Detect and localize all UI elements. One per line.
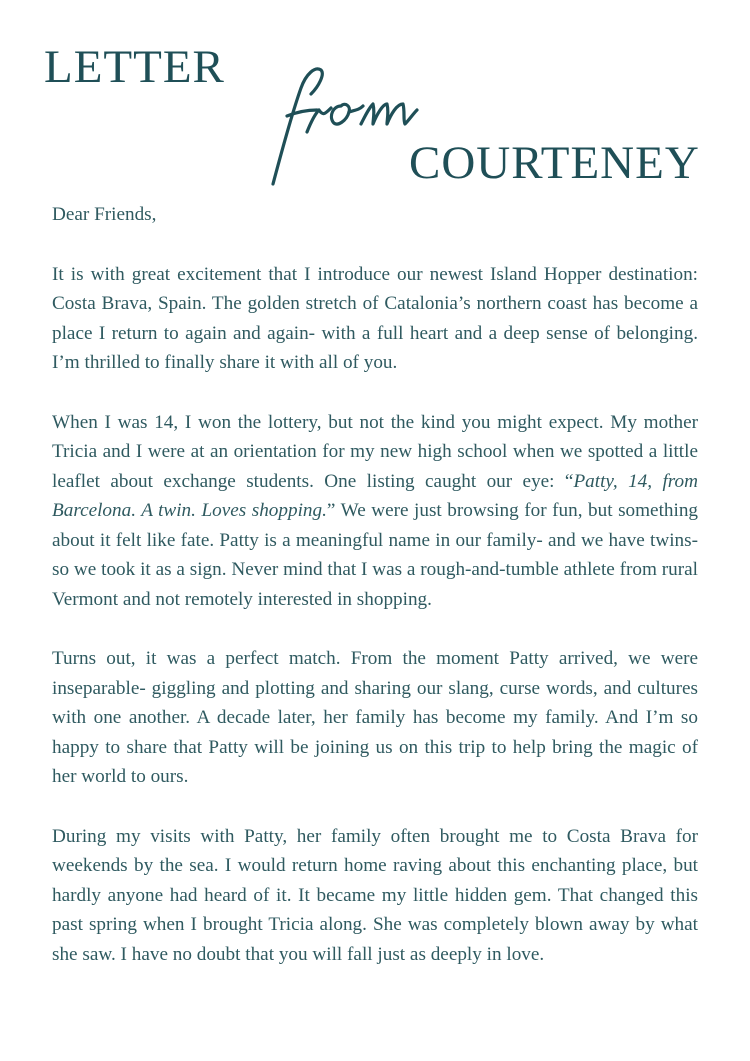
letter-paragraph-3: Turns out, it was a perfect match. From the moment Patty arrived, we were inseparable- giggling and plotting and sharing our slang, curse words, and cultures with one another. A decade later, her family has become my family. And I’m so happy to share that Patty will be joining us on this trip to help bring the magic of her world to ours. bbox=[52, 648, 698, 787]
title-from-script bbox=[265, 58, 425, 193]
letter-paragraph-4: During my visits with Patty, her family often brought me to Costa Brava for weekends by the sea. I would return home raving about this enchanting place, but hardly anyone had heard of it. It became my little hidden gem. That changed this past spring when I brought Tricia along. She was completely blown away by what she saw. I have no doubt that you will fall just as deeply in love. bbox=[52, 825, 698, 965]
letter-paragraph-1: It is with great excitement that I introduce our newest Island Hopper destination: Costa Brava, Spain. The golden stretch of Catalonia’s northern coast has become a place I return to again and again- with a full heart and a deep sense of belonging. I’m thrilled to finally share it with all of you. bbox=[52, 263, 698, 373]
paragraph-2-start: When I was 14, I won the lottery, but not the kind you might expect. My mother Tricia and I were at an orientation for my new high school when we spotted a little leaflet about exchange students. One listing caught our eye: “ bbox=[52, 411, 698, 492]
title-courteney: COURTENEY bbox=[409, 137, 700, 189]
title-letter: LETTER bbox=[44, 41, 225, 93]
letter-body bbox=[52, 200, 698, 999]
letter-greeting: Dear Friends, bbox=[52, 204, 157, 225]
letter-paragraph-2 bbox=[52, 408, 698, 615]
exchange-listing-quote: Patty, 14, from Barcelona. A twin. Loves shopping. bbox=[52, 470, 698, 521]
paragraph-2-end: ” We were just browsing for fun, but something about it felt like fate. Patty is a meaningful name in our family- and we have twins- so we took it as a sign. Never mind that I was a rough-and-tumble athlete from rural Vermont and not remotely interested in shopping. bbox=[52, 500, 699, 610]
